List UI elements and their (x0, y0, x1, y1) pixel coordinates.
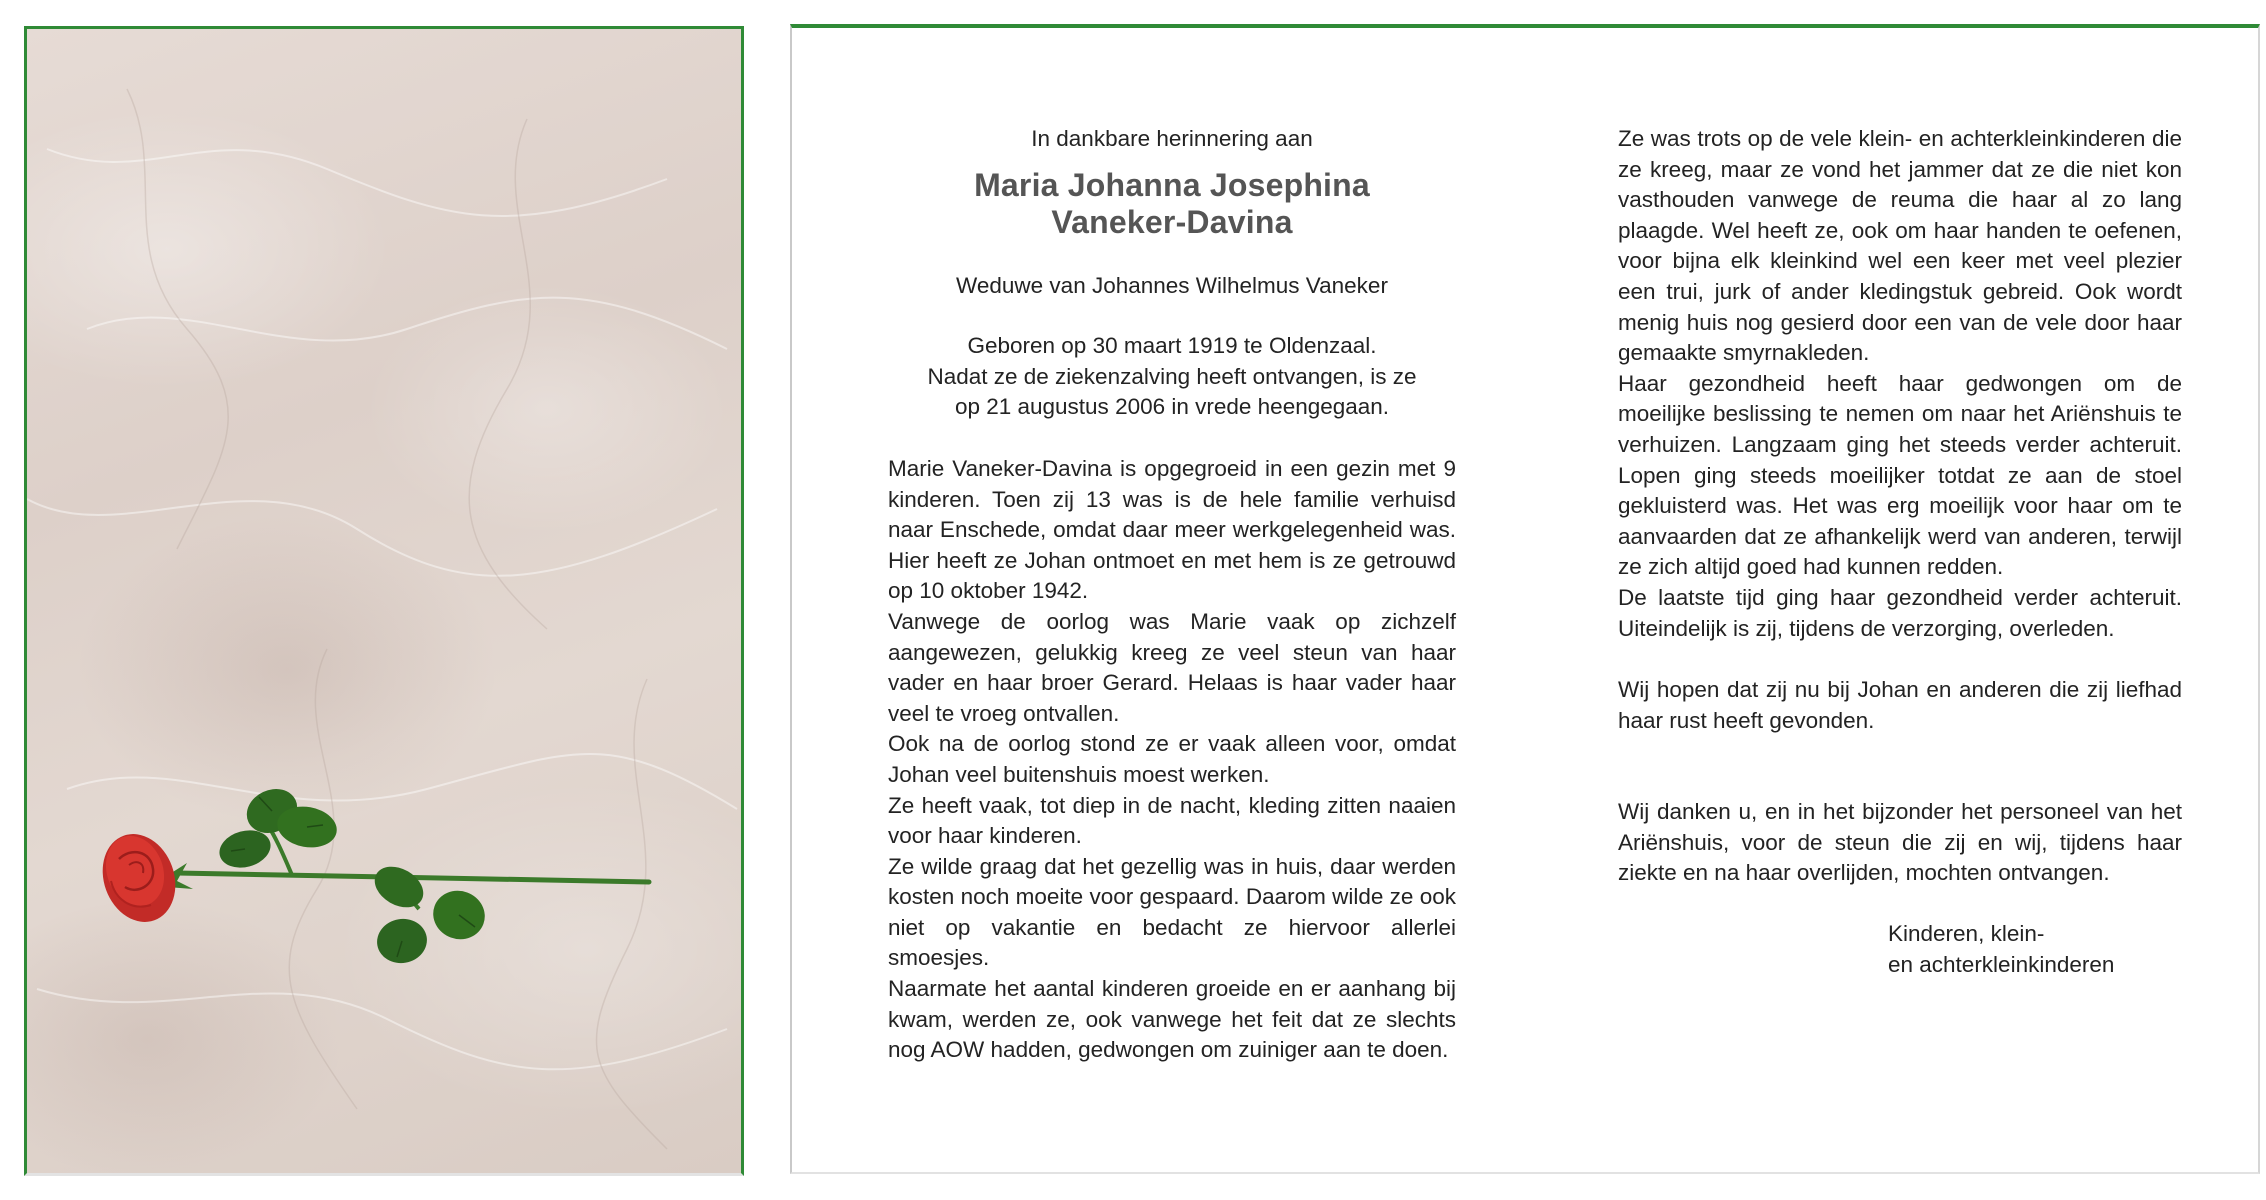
birth-line-3: op 21 augustus 2006 in vrede heengegaan. (954, 394, 1390, 420)
signoff (1618, 919, 2182, 980)
birth-line-2: Nadat ze de ziekenzalving heeft ontvangen, is ze (927, 363, 1417, 389)
bio-paragraph: Vanwege de oorlog was Marie vaak op zichzelf aangewezen, gelukkig kreeg ze veel steun van haar vader en haar broer Gerard. Helaas is haar vader haar veel te vroeg ontvallen. (888, 608, 1456, 726)
widow-line: Weduwe van Johannes Wilhelmus Vaneker (956, 272, 1388, 298)
bio-paragraph: Marie Vaneker-Davina is opgegroeid in een gezin met 9 kinderen. Toen zij 13 was is de hele familie verhuisd naar Enschede, omdat daar meer werkgelegenheid was. Hier heeft ze Johan ontmoet en met hem is ze getrouwd op 10 oktober 1942. (888, 455, 1456, 604)
bio-paragraph: De laatste tijd ging haar gezondheid verder achteruit. Uiteindelijk is zij, tijdens de verzorging, overleden. (1618, 584, 2182, 641)
bio-paragraph: Ze heeft vaak, tot diep in de nacht, kleding zitten naaien voor haar kinderen. (888, 792, 1456, 849)
card-text-page (790, 24, 2260, 1174)
birth-line-1: Geboren op 30 maart 1919 te Oldenzaal. (967, 333, 1377, 359)
intro-line: In dankbare herinnering aan (1031, 126, 1313, 151)
thanks-paragraph: Wij danken u, en in het bijzonder het personeel van het Ariënshuis, voor de steun die zij en wij, tijdens haar ziekte en na haar overlijden, mochten ontvangen. (1618, 799, 2182, 886)
bio-paragraph: Ook na de oorlog stond ze er vaak alleen voor, omdat Johan veel buitenshuis moest werken. (888, 731, 1456, 787)
right-text-column (1618, 124, 2182, 980)
hope-paragraph: Wij hopen dat zij nu bij Johan en anderen die zij liefhad haar rust heeft gevonden. (1618, 677, 2182, 733)
signoff-line-1: Kinderen, klein- (1888, 921, 2045, 947)
rose-icon (91, 781, 649, 967)
marble-veins (27, 29, 744, 1176)
header-block (888, 124, 1456, 423)
signoff-line-2: en achterkleinkinderen (1888, 951, 2115, 977)
bio-paragraph: Haar gezondheid heeft haar gedwongen om de moeilijke beslissing te nemen om naar het Ariënshuis te verhuizen. Langzaam ging het steeds verder achteruit. Lopen ging steeds moeilijker totdat ze aan de stoel gekluisterd was. Het was erg moeilijk voor haar om te aanvaarden dat ze afhankelijk werd van anderen, terwijl ze zich altijd goed had kunnen redden. (1618, 370, 2182, 580)
biography (888, 454, 1456, 1066)
card-front (24, 26, 744, 1176)
birth-death-block (888, 331, 1456, 423)
bio-paragraph: Naarmate het aantal kinderen groeide en er aanhang bij kwam, werden ze, ook vanwege het feit dat ze slechts nog AOW hadden, gedwongen om zuiniger aan te doen. (888, 976, 1456, 1063)
bio-paragraph: Ze wilde graag dat het gezellig was in huis, daar werden kosten noch moeite voor gespaard. Daarom wilde ze ook niet op vakantie en bedacht ze hiervoor allerlei smoesjes. (888, 853, 1456, 971)
deceased-name-line-1: Maria Johanna Josephina (974, 166, 1370, 203)
bio-paragraph: Ze was trots op de vele klein- en achterkleinkinderen die ze kreeg, maar ze vond het jammer dat ze die niet kon vasthouden vanwege de reuma die haar al zo lang plaagde. Wel heeft ze, ook om haar handen te oefenen, voor bijna elk kleinkind wel een keer met veel plezier een trui, jurk of ander kledingstuk gebreid. Ook wordt menig huis nog gesierd door een van de vele door haar gemaakte smyrnakleden. (1618, 126, 2182, 366)
deceased-name-line-2: Vaneker-Davina (1051, 203, 1293, 240)
left-text-column (888, 124, 1456, 1066)
